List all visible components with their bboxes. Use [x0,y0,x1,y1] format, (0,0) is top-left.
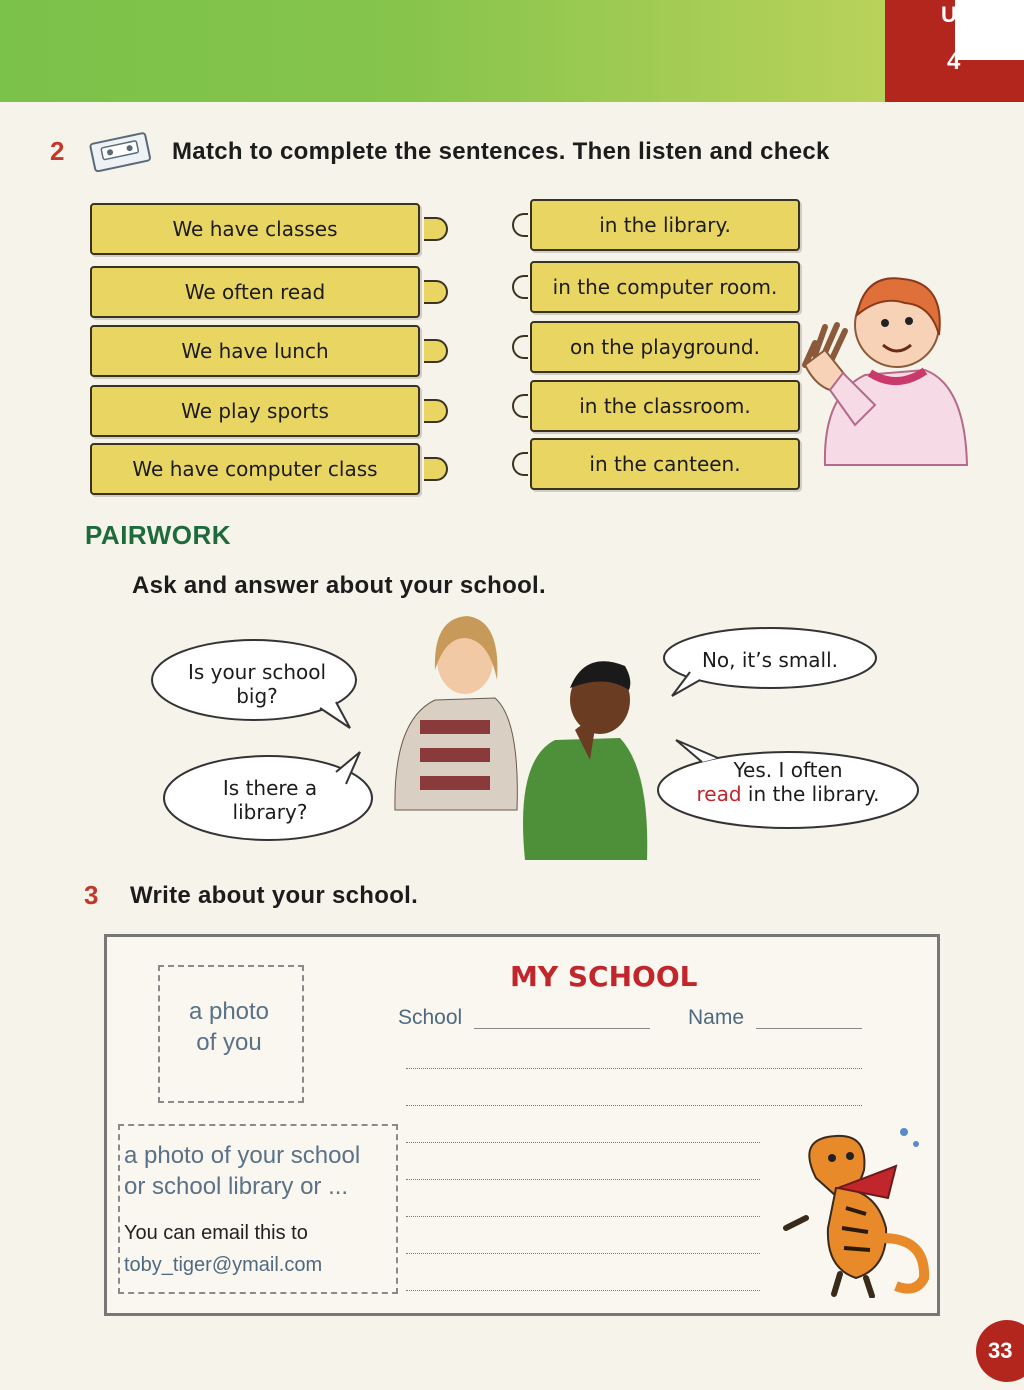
exercise-3-instruction: Write about your school. [130,882,419,909]
bubble-a2-line2 [668,782,908,806]
exercise-3-number: 3 [84,880,99,910]
right-piece-3[interactable]: on the playground. [530,321,800,373]
bubble-a1-text: No, it’s small. [701,648,839,672]
left-piece-2[interactable]: We often read [90,266,420,318]
photo-of-you-line2: of you [196,1029,262,1056]
school-label: School [398,1006,463,1029]
bubble-a2-line1: Yes. I often [733,758,843,782]
writing-line-1[interactable] [406,1068,862,1069]
unit-letter: U [941,2,957,27]
writing-line-5[interactable] [406,1216,760,1217]
email-link[interactable]: toby_tiger@ymail.com [124,1254,323,1276]
right-piece-1[interactable]: in the library. [530,199,800,251]
right-piece-5[interactable]: in the canteen. [530,438,800,490]
left-piece-5[interactable]: We have computer class [90,443,420,495]
left-piece-3[interactable]: We have lunch [90,325,420,377]
bubble-a2-highlight: read [696,782,742,806]
bubble-q1-text: Is your school big? [187,660,327,708]
writing-line-4[interactable] [406,1179,760,1180]
school-photo-label [124,1140,394,1202]
writing-line-2[interactable] [406,1105,862,1106]
name-label: Name [688,1006,745,1029]
photo-of-you-line1: a photo [188,998,270,1025]
school-input-line[interactable] [474,1028,650,1029]
waving-boy-illustration [785,265,975,480]
writing-line-6[interactable] [406,1253,760,1254]
unit-tab [885,0,1024,102]
writing-line-7[interactable] [406,1290,760,1291]
photo-of-you-label [158,996,300,1058]
bubble-a2-rest: in the library. [747,782,880,806]
name-input-line[interactable] [756,1028,862,1029]
exercise-2-number: 2 [50,136,65,166]
pairwork-heading: PAIRWORK [85,520,232,550]
my-school-title: MY SCHOOL [510,960,698,993]
tiger-mascot-illustration [776,1118,936,1298]
school-photo-line1: a photo of your school [124,1142,361,1169]
pairwork-instruction: Ask and answer about your school. [132,572,546,599]
right-piece-2[interactable]: in the computer room. [530,261,800,313]
school-photo-line2: or school library or ... [124,1173,349,1200]
email-note: You can email this to [124,1222,308,1244]
bubble-a2-text [668,758,908,806]
students-photo [385,610,660,860]
unit-card [955,0,1024,60]
bubble-q2-text: Is there a library? [222,776,318,824]
header-banner [0,0,885,102]
writing-line-3[interactable] [406,1142,760,1143]
right-piece-4[interactable]: in the classroom. [530,380,800,432]
exercise-2-instruction: Match to complete the sentences. Then listen and check [172,138,830,165]
page-number: 33 [976,1320,1024,1382]
cassette-icon [88,130,154,172]
left-piece-1[interactable]: We have classes [90,203,420,255]
left-piece-4[interactable]: We play sports [90,385,420,437]
unit-digit: 4 [947,48,961,75]
